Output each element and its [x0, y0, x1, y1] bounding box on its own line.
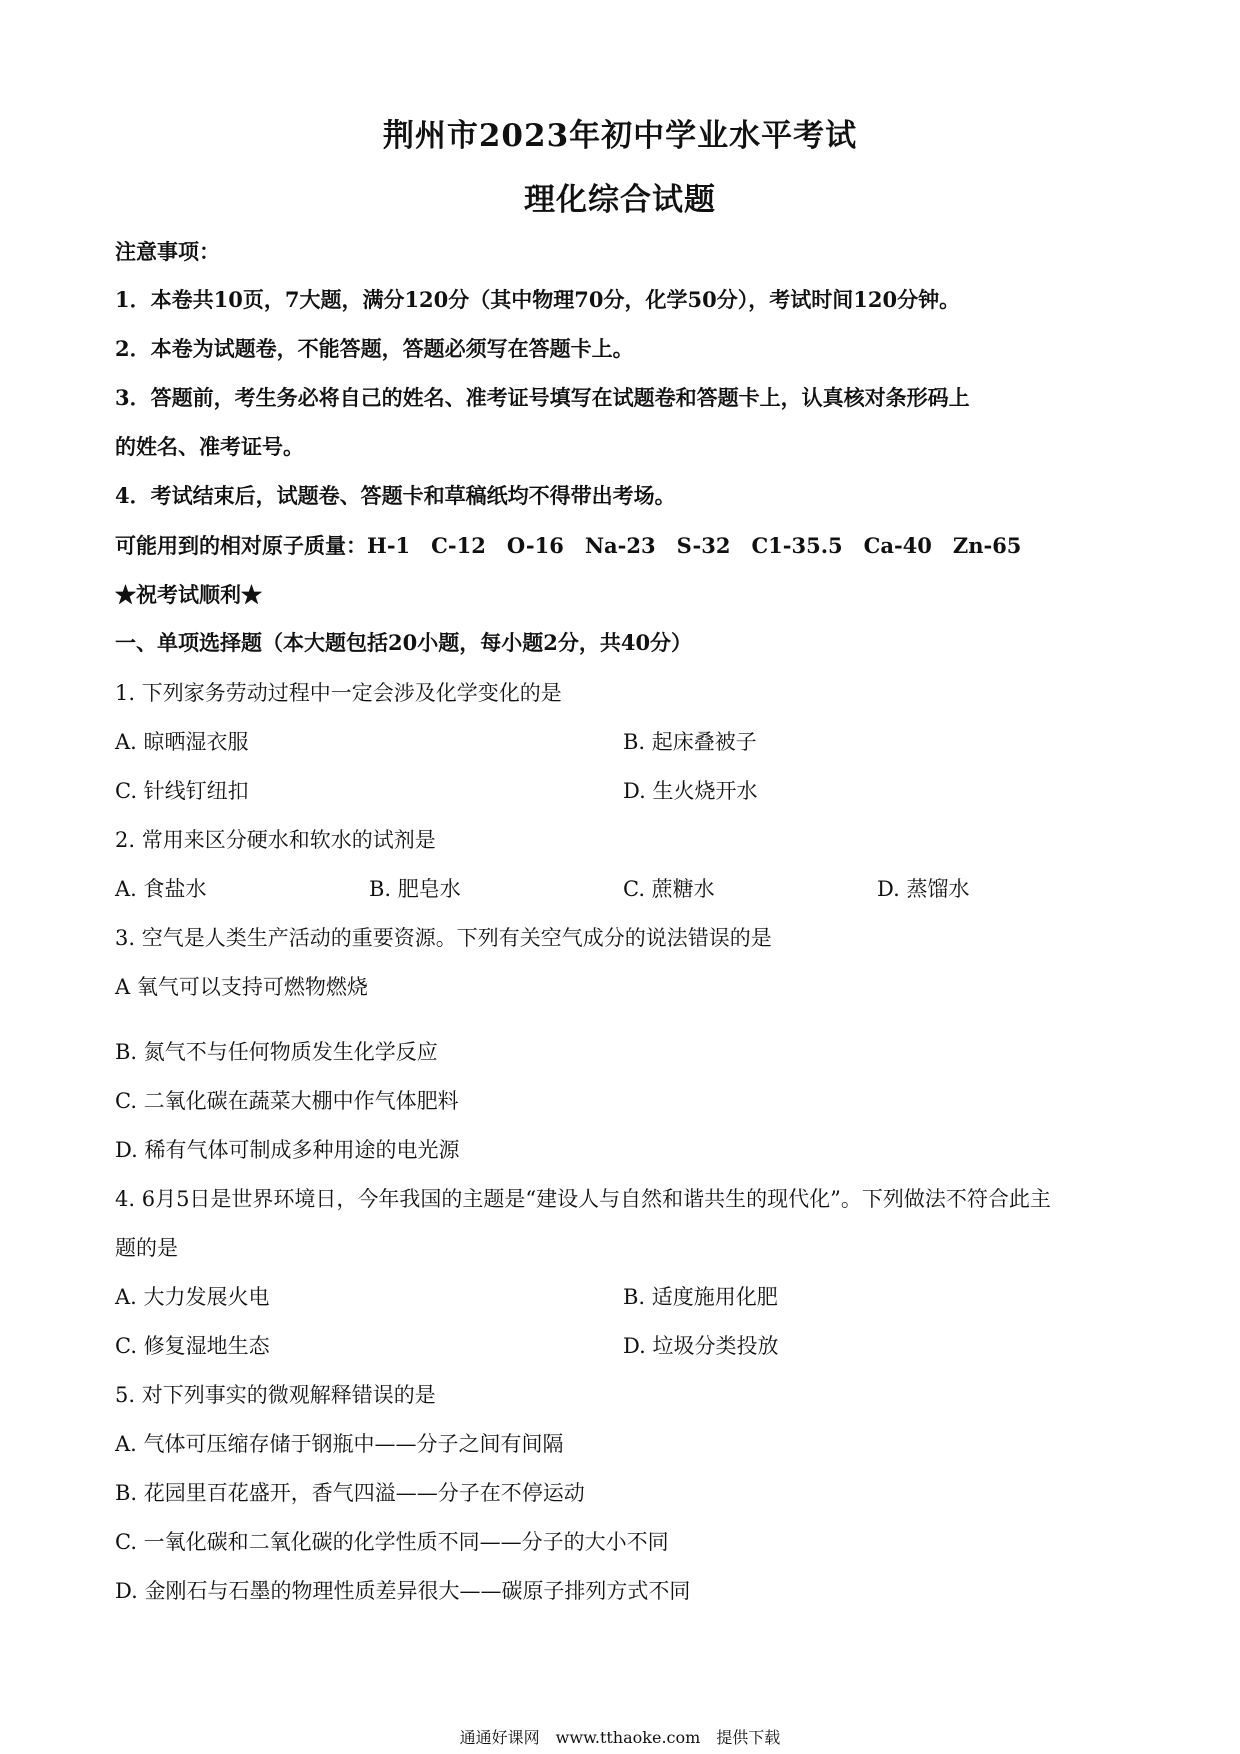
notice-item: 的姓名、准考证号。 [115, 434, 304, 459]
notice-item: 1．本卷共10页，7大题，满分120分（其中物理70分，化学50分），考试时间120分钟。 [115, 287, 961, 312]
option-b: B. 氮气不与任何物质发生化学反应 [115, 1040, 438, 1064]
option-b: B. 花园里百花盛开，香气四溢——分子在不停运动 [115, 1481, 585, 1505]
option-d: D. 蒸馏水 [877, 877, 970, 901]
question-stem: 1. 下列家务劳动过程中一定会涉及化学变化的是 [115, 681, 562, 705]
section-heading: 一、单项选择题（本大题包括20小题，每小题2分，共40分） [115, 630, 693, 655]
option-d: D. 生火烧开水 [623, 779, 758, 803]
notice-item: 4．考试结束后，试题卷、答题卡和草稿纸均不得带出考场。 [115, 483, 676, 508]
option-c: C. 针线钉纽扣 [115, 779, 249, 803]
question-stem-continued: 题的是 [115, 1236, 178, 1260]
option-c: C. 蔗糖水 [623, 877, 715, 901]
question-stem: 2. 常用来区分硬水和软水的试剂是 [115, 828, 436, 852]
option-a: A. 气体可压缩存储于钢瓶中——分子之间有间隔 [115, 1432, 564, 1456]
footer-watermark: 通通好课网 www.tthaoke.com 提供下载 [459, 1728, 781, 1747]
notice-heading: 注意事项： [115, 239, 220, 264]
option-b: B. 适度施用化肥 [623, 1285, 778, 1309]
option-a: A 氧气可以支持可燃物燃烧 [115, 975, 368, 999]
option-b: B. 起床叠被子 [623, 730, 757, 754]
option-c: C. 一氧化碳和二氧化碳的化学性质不同——分子的大小不同 [115, 1530, 669, 1554]
question-stem: 5. 对下列事实的微观解释错误的是 [115, 1383, 436, 1407]
option-c: C. 二氧化碳在蔬菜大棚中作气体肥料 [115, 1089, 459, 1113]
page-subtitle: 理化综合试题 [524, 182, 716, 218]
question-stem: 3. 空气是人类生产活动的重要资源。下列有关空气成分的说法错误的是 [115, 926, 772, 950]
page-title: 荆州市2023年初中学业水平考试 [382, 118, 858, 154]
option-d: D. 垃圾分类投放 [623, 1334, 779, 1358]
question-stem: 4. 6月5日是世界环境日，今年我国的主题是“建设人与自然和谐共生的现代化”。下列做法不符合此主 [115, 1187, 1051, 1211]
option-c: C. 修复湿地生态 [115, 1334, 270, 1358]
notice-item: 2．本卷为试题卷，不能答题，答题必须写在答题卡上。 [115, 336, 634, 361]
option-a: A. 食盐水 [115, 877, 207, 901]
option-a: A. 大力发展火电 [115, 1285, 270, 1309]
option-d: D. 金刚石与石墨的物理性质差异很大——碳原子排列方式不同 [115, 1579, 691, 1603]
atomic-mass-line: 可能用到的相对原子质量：H-1 C-12 O-16 Na-23 S-32 C1-35.5 Ca-40 Zn-65 [115, 533, 1022, 558]
option-b: B. 肥皂水 [369, 877, 461, 901]
good-luck-line: ★祝考试顺利★ [115, 582, 262, 607]
notice-item: 3．答题前，考生务必将自己的姓名、准考证号填写在试题卷和答题卡上，认真核对条形码上 [115, 385, 970, 410]
option-d: D. 稀有气体可制成多种用途的电光源 [115, 1138, 460, 1162]
option-a: A. 晾晒湿衣服 [115, 730, 249, 754]
